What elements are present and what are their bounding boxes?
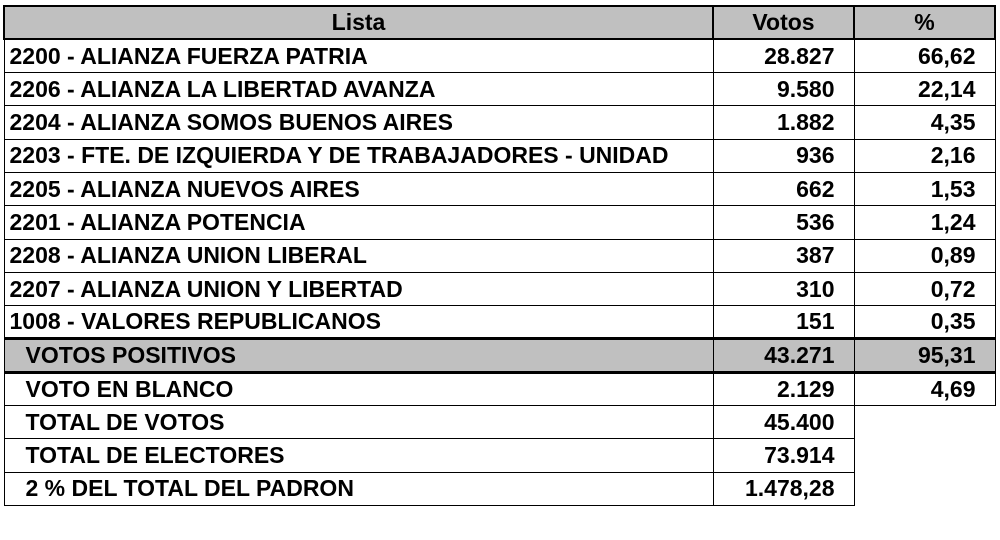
empty-cell <box>854 472 995 505</box>
voto-en-blanco-label: VOTO EN BLANCO <box>4 372 713 405</box>
table-row <box>4 306 995 339</box>
lista-name: 2205 - ALIANZA NUEVOS AIRES <box>4 172 713 205</box>
table-row <box>4 272 995 305</box>
header-votos: Votos <box>713 6 854 39</box>
lista-pct: 66,62 <box>854 39 995 72</box>
lista-pct: 22,14 <box>854 73 995 106</box>
table-row <box>4 39 995 72</box>
lista-votos: 151 <box>713 306 854 339</box>
lista-pct: 2,16 <box>854 139 995 172</box>
votos-positivos-label: VOTOS POSITIVOS <box>4 339 713 372</box>
voto-en-blanco-votos: 2.129 <box>713 372 854 405</box>
lista-pct: 4,35 <box>854 106 995 139</box>
voto-en-blanco-pct: 4,69 <box>854 372 995 405</box>
lista-name: 2201 - ALIANZA POTENCIA <box>4 206 713 239</box>
header-lista: Lista <box>4 6 713 39</box>
table-row <box>4 106 995 139</box>
lista-pct: 0,72 <box>854 272 995 305</box>
lista-pct: 0,89 <box>854 239 995 272</box>
votos-positivos-row <box>4 339 995 372</box>
total-votos-label: TOTAL DE VOTOS <box>4 406 713 439</box>
header-row <box>4 6 995 39</box>
lista-votos: 1.882 <box>713 106 854 139</box>
table-row <box>4 206 995 239</box>
empty-cell <box>854 406 995 439</box>
lista-name: 2207 - ALIANZA UNION Y LIBERTAD <box>4 272 713 305</box>
lista-pct: 0,35 <box>854 306 995 339</box>
table-row <box>4 139 995 172</box>
table-row <box>4 73 995 106</box>
padron-row <box>4 472 995 505</box>
lista-name: 1008 - VALORES REPUBLICANOS <box>4 306 713 339</box>
lista-name: 2206 - ALIANZA LA LIBERTAD AVANZA <box>4 73 713 106</box>
lista-votos: 662 <box>713 172 854 205</box>
total-electores-row <box>4 439 995 472</box>
lista-name: 2203 - FTE. DE IZQUIERDA Y DE TRABAJADORES - UNIDAD <box>4 139 713 172</box>
header-pct: % <box>854 6 995 39</box>
results-table <box>3 5 996 506</box>
padron-value: 1.478,28 <box>713 472 854 505</box>
lista-name: 2208 - ALIANZA UNION LIBERAL <box>4 239 713 272</box>
lista-name: 2204 - ALIANZA SOMOS BUENOS AIRES <box>4 106 713 139</box>
table-row <box>4 172 995 205</box>
total-votos-row <box>4 406 995 439</box>
total-votos-value: 45.400 <box>713 406 854 439</box>
lista-votos: 310 <box>713 272 854 305</box>
lista-votos: 9.580 <box>713 73 854 106</box>
total-electores-label: TOTAL DE ELECTORES <box>4 439 713 472</box>
lista-name: 2200 - ALIANZA FUERZA PATRIA <box>4 39 713 72</box>
total-electores-value: 73.914 <box>713 439 854 472</box>
voto-en-blanco-row <box>4 372 995 405</box>
lista-pct: 1,53 <box>854 172 995 205</box>
padron-label: 2 % DEL TOTAL DEL PADRON <box>4 472 713 505</box>
lista-votos: 936 <box>713 139 854 172</box>
lista-pct: 1,24 <box>854 206 995 239</box>
lista-votos: 387 <box>713 239 854 272</box>
table-row <box>4 239 995 272</box>
empty-cell <box>854 439 995 472</box>
lista-votos: 536 <box>713 206 854 239</box>
lista-votos: 28.827 <box>713 39 854 72</box>
votos-positivos-pct: 95,31 <box>854 339 995 372</box>
votos-positivos-votos: 43.271 <box>713 339 854 372</box>
